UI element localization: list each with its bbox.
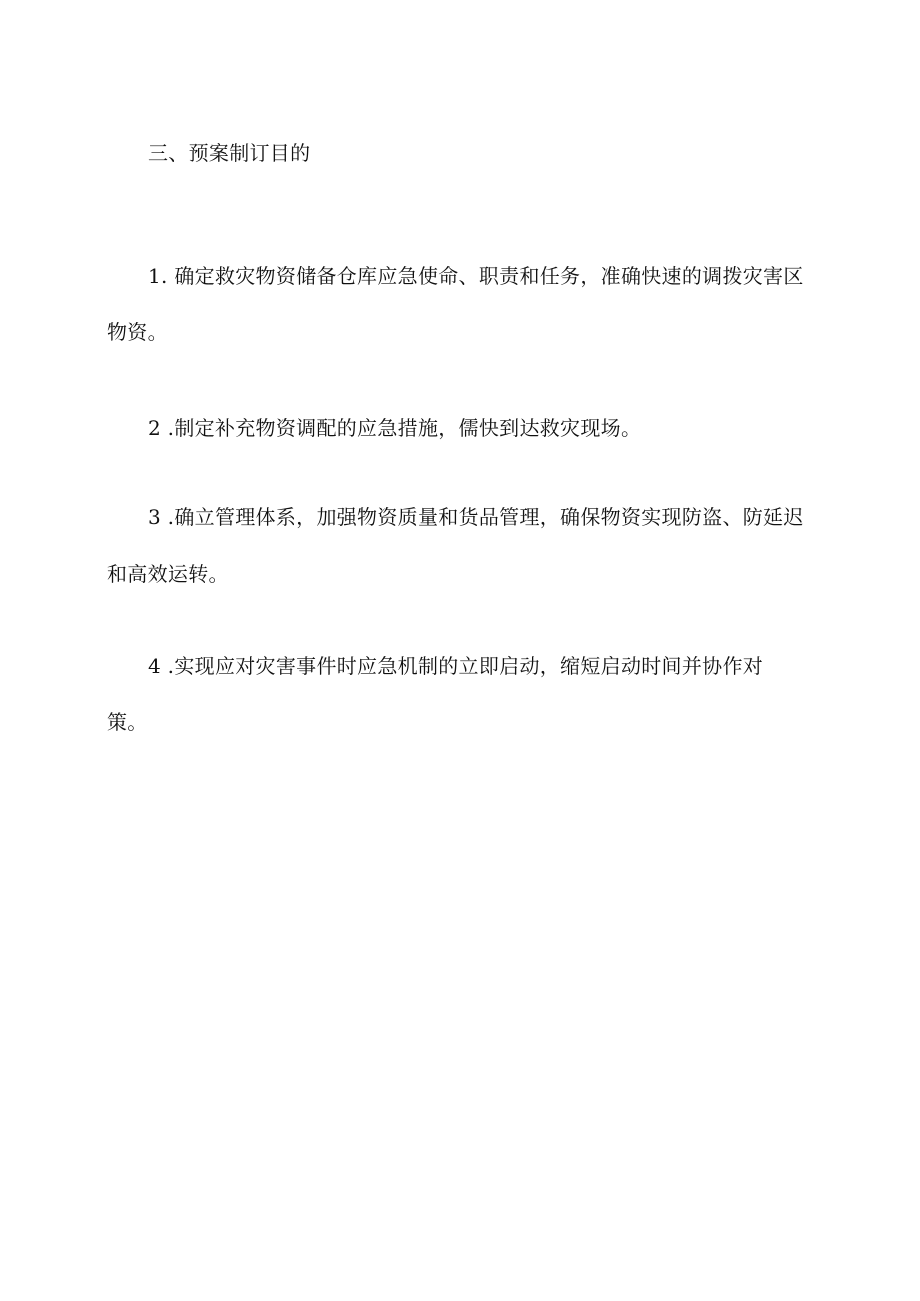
paragraph-4-line-1: 4 .实现应对灾害事件时应急机制的立即启动，缩短启动时间并协作对: [148, 654, 764, 678]
paragraph-1-line-1: 1. 确定救灾物资储备仓库应急使命、职责和任务，准确快速的调拨灾害区: [148, 264, 804, 288]
paragraph-2-line-1: 2 .制定补充物资调配的应急措施，儒快到达救灾现场。: [148, 416, 642, 440]
paragraph-3-line-1: 3 .确立管理体系，加强物资质量和货品管理，确保物资实现防盗、防延迟: [148, 505, 804, 529]
section-heading: 三、预案制订目的: [148, 141, 311, 165]
paragraph-1-line-2: 物资。: [107, 320, 168, 344]
paragraph-3-line-2: 和高效运转。: [107, 562, 229, 586]
paragraph-4-line-2: 策。: [107, 710, 148, 734]
